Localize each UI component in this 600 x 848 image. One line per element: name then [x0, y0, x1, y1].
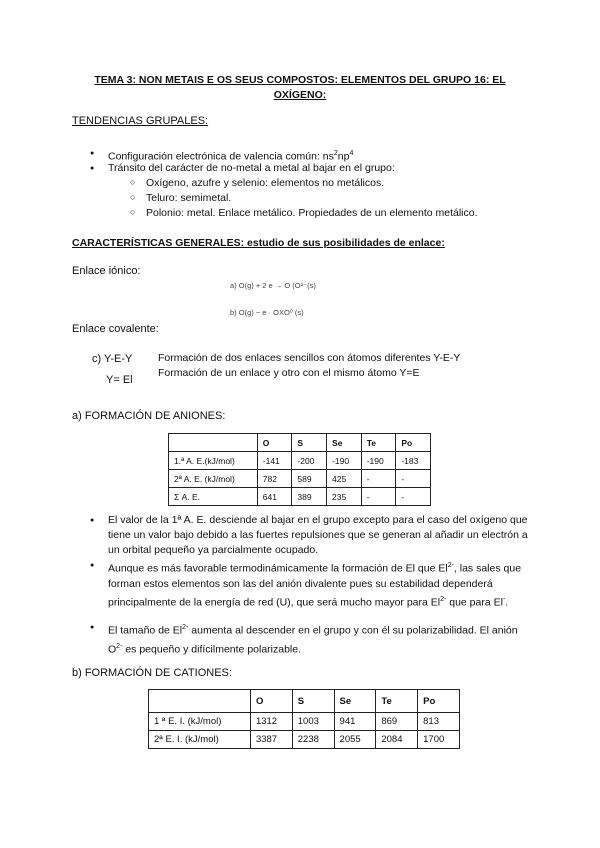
table-cell: 813 [418, 713, 460, 731]
sup-minus: - [502, 595, 506, 603]
title-line-1: TEMA 3: NON METAIS E OS SEUS COMPOSTOS: ELEMENTOS DEL GRUPO 16: EL [94, 74, 506, 86]
header-cell: Se [334, 690, 376, 713]
table-cell: -190 [327, 452, 362, 470]
caracteristicas-heading: CARACTERÍSTICAS GENERALES: estudio de sus posibilidades de enlace: [72, 237, 445, 249]
c-line-1: Formación de dos enlaces sencillos con átomos diferentes Y-E-Y [158, 352, 461, 364]
tendencias-heading: TENDENCIAS GRUPALES: [72, 115, 209, 127]
table-row [169, 470, 431, 488]
bullet-transito: ● Tránsito del carácter de no-metal a metal al bajar en el grupo: [108, 161, 395, 176]
c-line-2: Formación de un enlace y otro con el mismo átomo Y=E [158, 367, 420, 379]
table-cell: 869 [376, 713, 418, 731]
p2-part-d: . [505, 596, 509, 608]
table-row [149, 713, 460, 731]
sub-polonio: ○ Polonio: metal. Enlace metálico. Propiedades de un elemento metálico. [146, 206, 478, 221]
table-cell: - [396, 488, 431, 506]
table-cell: 941 [334, 713, 376, 731]
equation-b: b) O(g) − e · OXO⁰ (s) [230, 308, 304, 317]
table-cell: -190 [361, 452, 396, 470]
table-cell: 589 [292, 470, 327, 488]
c-label: c) Y-E-Y [92, 353, 133, 365]
aniones-heading: a) FORMACIÓN DE ANIONES: [72, 410, 226, 422]
sup-2minus: 2- [447, 562, 454, 569]
table-cell: - [361, 488, 396, 506]
c-label-2: Y= El [106, 374, 133, 386]
table-cell: Σ A. E. [169, 488, 258, 506]
table-cell: 1312 [250, 713, 292, 731]
sub-teluro: ○ Teluro: semimetal. [146, 191, 231, 206]
p3-part-a: El tamaño de El [108, 624, 183, 637]
p3-part-b: aumenta al descender en el grupo y con él su polarizabilidad. El anión O [108, 624, 518, 655]
page-title [60, 73, 540, 103]
header-cell: Se [327, 434, 362, 452]
equation-a: a) O(g) + 2 e → O (O²⁻(s) [230, 281, 316, 290]
aniones-table [168, 433, 431, 506]
b1-mid: np [337, 150, 350, 163]
table-row [169, 488, 431, 506]
table-cell: 3387 [250, 731, 292, 749]
sup-2minus: 2- [182, 624, 189, 631]
table-row [149, 731, 460, 749]
p2-part-c: que para El [446, 596, 503, 608]
header-cell [169, 434, 258, 452]
sup-2minus: 2- [440, 595, 447, 603]
table-row [169, 452, 431, 470]
table-cell: 641 [257, 488, 292, 506]
header-cell: S [292, 690, 334, 713]
p3-part-c: es pequeño y difícilmente polarizable. [122, 643, 302, 655]
table-cell: - [361, 470, 396, 488]
table-cell: -183 [396, 452, 431, 470]
enlace-ionico-label: Enlace iónico: [72, 265, 141, 277]
header-cell [149, 690, 251, 713]
table-cell: -141 [257, 452, 292, 470]
table-cell: 235 [327, 488, 362, 506]
p2-part-a: Aunque es más favorable termodinámicamente la formación de El que El [108, 562, 448, 575]
table-header-row [169, 434, 431, 452]
header-cell: Te [361, 434, 396, 452]
table-cell: 1003 [292, 713, 334, 731]
table-cell: 2ª E. I. (kJ/mol) [149, 731, 251, 749]
table-cell: 1 ª E. I. (kJ/mol) [149, 713, 251, 731]
table-cell: 2ª A. E. (kJ/mol) [169, 470, 258, 488]
cationes-table [148, 689, 460, 749]
paragraph-tamano [108, 620, 528, 657]
table-cell: - [396, 470, 431, 488]
header-cell: S [292, 434, 327, 452]
sub-oxigeno: ○ Oxígeno, azufre y selenio: elementos no metálicos. [146, 176, 384, 191]
header-cell: O [257, 434, 292, 452]
paragraph-termodinamica [108, 558, 528, 610]
table-cell: 1700 [418, 731, 460, 749]
b1-sup2: 4 [349, 150, 354, 157]
b1-sup1: 2 [333, 150, 338, 157]
header-cell: Po [418, 690, 460, 713]
table-cell: 389 [292, 488, 327, 506]
enlace-covalente-label: Enlace covalente: [72, 323, 159, 335]
cationes-heading: b) FORMACIÓN DE CATIONES: [72, 667, 232, 679]
table-cell: -200 [292, 452, 327, 470]
b1-text: Configuración electrónica de valencia común: ns [108, 150, 334, 163]
header-cell: O [250, 690, 292, 713]
title-line-2: OXÍGENO: [273, 89, 327, 101]
table-cell: 2084 [376, 731, 418, 749]
table-cell: 425 [327, 470, 362, 488]
sup-2minus: 2- [116, 642, 123, 650]
table-header-row [149, 690, 460, 713]
p2-part-b: , las sales que forman estos elementos son las del anión divalente pues su estabilidad dependerá principalmente de la energía de red (U), que será mucho mayor para El [108, 562, 522, 608]
header-cell: Te [376, 690, 418, 713]
table-cell: 1.ª A. E.(kJ/mol) [169, 452, 258, 470]
table-cell: 782 [257, 470, 292, 488]
table-cell: 2055 [334, 731, 376, 749]
table-cell: 2238 [292, 731, 334, 749]
paragraph-afinidad: ● El valor de la 1ª A. E. desciende al bajar en el grupo excepto para el caso del oxígeno que tiene un valor bajo debido a las fuertes repulsiones que se generan al añadir un electrón a un orbital pequeño ya parcialmente ocupado. [108, 513, 528, 558]
header-cell: Po [396, 434, 431, 452]
